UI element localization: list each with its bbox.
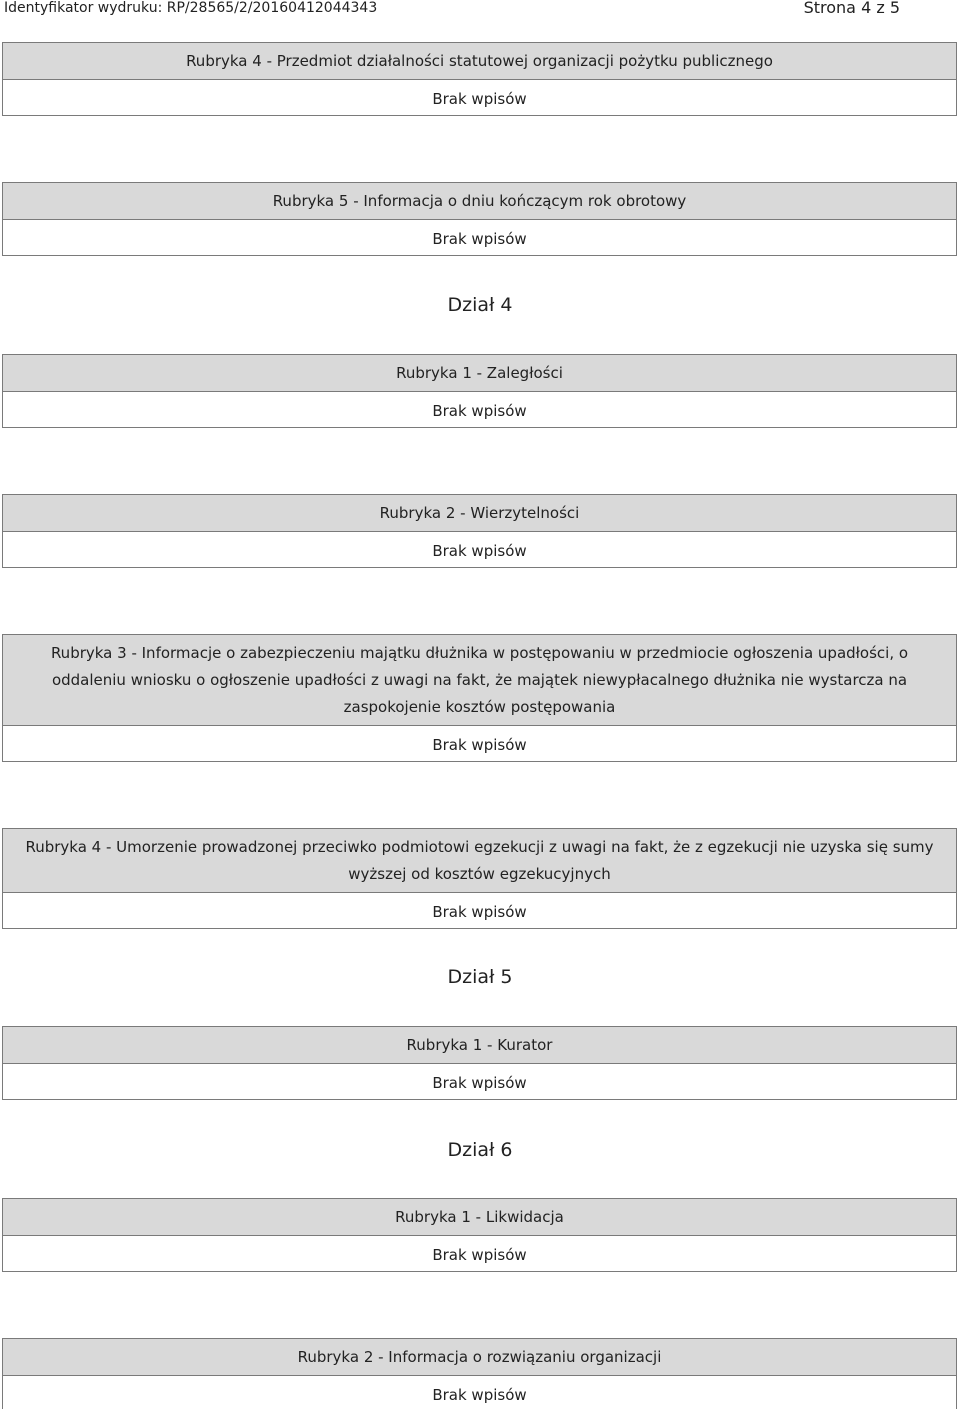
rubric-value: Brak wpisów — [432, 401, 527, 420]
rubric-block — [2, 182, 957, 256]
rubric-title: Rubryka 2 - Informacja o rozwiązaniu organizacji — [3, 1339, 956, 1376]
rubric-block — [2, 1338, 957, 1409]
page-number: Strona 4 z 5 — [803, 0, 900, 17]
print-identifier: Identyfikator wydruku: RP/28565/2/20160412044343 — [4, 0, 378, 16]
rubric-value: Brak wpisów — [432, 735, 527, 754]
rubric-title: Rubryka 1 - Zaległości — [3, 355, 956, 392]
rubric-block — [2, 354, 957, 428]
rubric-block — [2, 634, 957, 762]
section-heading: Dział 5 — [447, 966, 513, 988]
rubric-value: Brak wpisów — [432, 89, 527, 108]
rubric-title: Rubryka 4 - Przedmiot działalności statutowej organizacji pożytku publicznego — [3, 43, 956, 80]
rubric-value: Brak wpisów — [432, 229, 527, 248]
rubric-block — [2, 494, 957, 568]
rubric-title: Rubryka 3 - Informacje o zabezpieczeniu majątku dłużnika w postępowaniu w przedmiocie ogłoszenia upadłości, o oddaleniu wniosku o ogłoszenie upadłości z uwagi na fakt, że majątek niewypłacalnego dłużnika nie wystarcza na zaspokojenie kosztów postępowania — [3, 635, 956, 726]
rubric-title: Rubryka 1 - Kurator — [3, 1027, 956, 1064]
rubric-block — [2, 1198, 957, 1272]
rubric-value: Brak wpisów — [432, 541, 527, 560]
rubric-block — [2, 42, 957, 116]
rubric-block — [2, 828, 957, 929]
rubric-value: Brak wpisów — [432, 1385, 527, 1404]
rubric-title: Rubryka 4 - Umorzenie prowadzonej przeciwko podmiotowi egzekucji z uwagi na fakt, że z egzekucji nie uzyska się sumy wyższej od kosztów egzekucyjnych — [3, 829, 956, 893]
rubric-value: Brak wpisów — [432, 1245, 527, 1264]
rubric-title: Rubryka 1 - Likwidacja — [3, 1199, 956, 1236]
rubric-title: Rubryka 2 - Wierzytelności — [3, 495, 956, 532]
rubric-title: Rubryka 5 - Informacja o dniu kończącym rok obrotowy — [3, 183, 956, 220]
section-heading: Dział 6 — [447, 1139, 513, 1161]
rubric-value: Brak wpisów — [432, 1073, 527, 1092]
rubric-value: Brak wpisów — [432, 902, 527, 921]
rubric-block — [2, 1026, 957, 1100]
section-heading: Dział 4 — [447, 294, 513, 316]
